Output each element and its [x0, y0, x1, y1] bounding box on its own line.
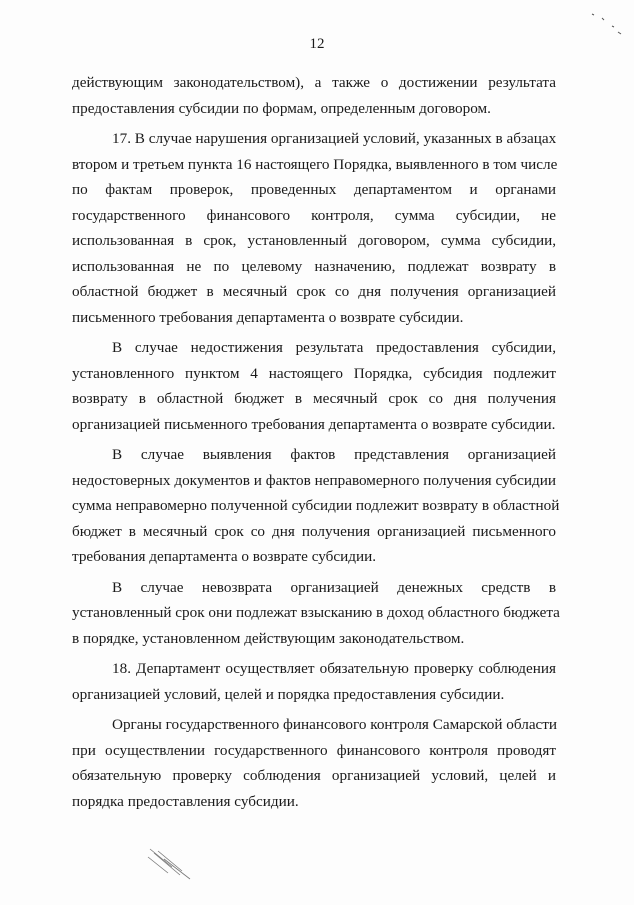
text-line: В случае недостижения результата предоставления субсидии, [112, 339, 556, 356]
text-line: в порядке, установленном действующим законодательством. [72, 629, 465, 647]
text-line: по фактам проверок, проведенных департаментом и органами [72, 181, 556, 198]
text-line: В случае невозврата организацией денежных средств в [112, 578, 556, 596]
document-body [72, 70, 560, 814]
scan-artifact-bottom [142, 845, 202, 885]
text-line: обязательную проверку соблюдения организацией условий, целей и [72, 767, 556, 784]
text-line: 17. В случае нарушения организацией условий, указанных в абзацах [112, 130, 557, 147]
text-line: бюджет в месячный срок со дня получения организацией письменного [72, 522, 556, 540]
text-line: установленный срок они подлежат взысканию в доход областного бюджета [72, 604, 560, 621]
text-line: письменного требования департамента о возврате субсидии. [72, 308, 464, 326]
text-line: государственного финансового контроля, сумма субсидии, не [72, 206, 556, 224]
text-line: порядка предоставления субсидии. [72, 792, 299, 810]
text-line: при осуществлении государственного финансового контроля проводят [72, 741, 556, 759]
text-line: втором и третьем пункта 16 настоящего Порядка, выявленного в том числе [72, 155, 558, 173]
text-line: организацией условий, целей и порядка предоставления субсидии. [72, 685, 505, 703]
paragraph [72, 656, 556, 707]
text-line: областной бюджет в месячный срок со дня получения организацией [72, 283, 556, 300]
text-line: установленного пунктом 4 настоящего Порядка, субсидия подлежит [72, 364, 556, 382]
text-line: 18. Департамент осуществляет обязательную проверку соблюдения [112, 660, 556, 677]
text-line: действующим законодательством), а также о достижении результата [72, 74, 556, 91]
text-line: организацией письменного требования департамента о возврате субсидии. [72, 415, 556, 433]
text-line: возврату в областной бюджет в месячный срок со дня получения [72, 390, 556, 407]
text-line: недостоверных документов и фактов неправомерного получения субсидии [72, 471, 556, 489]
text-line: В случае выявления фактов представления организацией [112, 446, 556, 463]
paragraph [72, 575, 560, 652]
paragraph [72, 442, 560, 570]
text-line: использованная не по целевому назначению, подлежат возврату в [72, 257, 556, 275]
paragraph [72, 335, 556, 437]
text-line: Органы государственного финансового контроля Самарской области [112, 716, 558, 733]
paragraph [72, 126, 556, 330]
text-line: сумма неправомерно полученной субсидии подлежит возврату в областной [72, 497, 560, 514]
paragraph [72, 70, 556, 121]
text-line: требования департамента о возврате субсидии. [72, 548, 377, 565]
text-line: предоставления субсидии по формам, определенным договором. [72, 99, 491, 117]
text-line: использованная в срок, установленный договором, сумма субсидии, [72, 232, 556, 249]
paragraph [72, 712, 556, 814]
page-number: 12 [309, 36, 325, 52]
scan-artifact-top-right [588, 8, 628, 38]
